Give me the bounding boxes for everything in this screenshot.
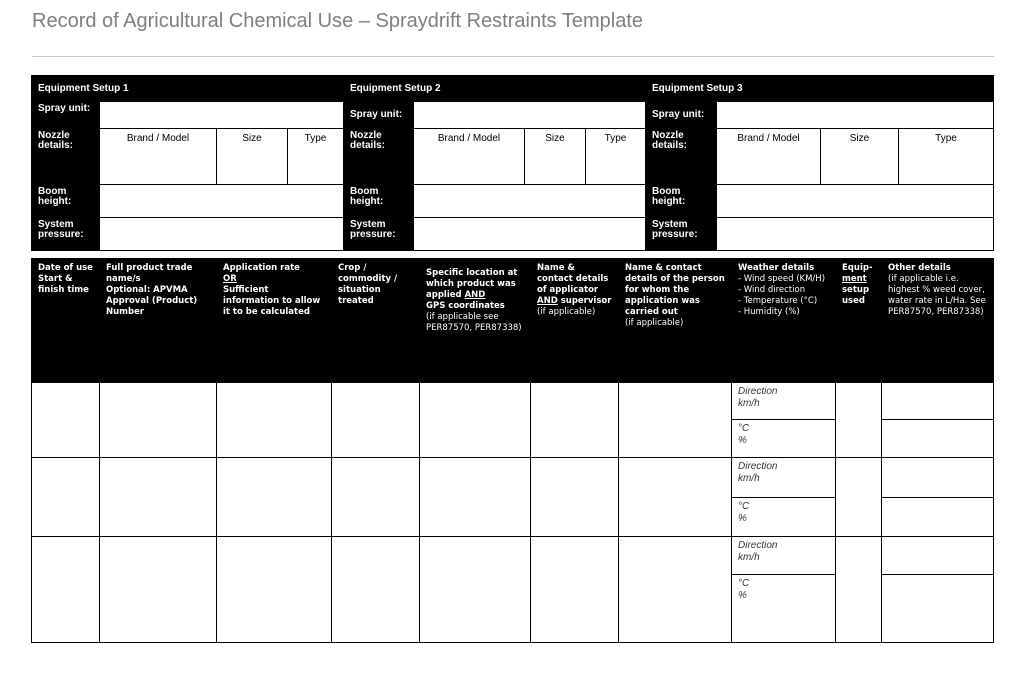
record-3-date[interactable] bbox=[32, 537, 100, 643]
system-pressure-field-1[interactable] bbox=[100, 218, 344, 251]
record-1-crop[interactable] bbox=[332, 383, 420, 458]
system-pressure-label-3: System pressure: bbox=[646, 218, 717, 251]
record-2-weather-temp[interactable]: °C % bbox=[732, 498, 836, 537]
equipment-setup-2-header: Equipment Setup 2 bbox=[344, 76, 646, 102]
boom-height-field-3[interactable] bbox=[717, 185, 994, 218]
system-pressure-label-1: System pressure: bbox=[32, 218, 100, 251]
nozzle-details-label-2: Nozzle details: bbox=[344, 129, 414, 185]
record-3-product[interactable] bbox=[100, 537, 217, 643]
col-header-product: Full product trade name/s Optional: APVMA Approval (Product) Number bbox=[100, 258, 217, 383]
nozzle-type-field-2[interactable]: Type bbox=[586, 129, 646, 185]
record-1-product[interactable] bbox=[100, 383, 217, 458]
record-2-person[interactable] bbox=[619, 458, 732, 537]
record-3-other-top[interactable] bbox=[882, 537, 994, 575]
record-3-other-bottom[interactable] bbox=[882, 575, 994, 643]
equipment-setup-3-header: Equipment Setup 3 bbox=[646, 76, 994, 102]
nozzle-brand-field-3[interactable]: Brand / Model bbox=[717, 129, 821, 185]
record-1-person[interactable] bbox=[619, 383, 732, 458]
record-2-applicator[interactable] bbox=[531, 458, 619, 537]
col-header-weather: Weather details - Wind speed (KM/H) - Wind direction - Temperature (°C) - Humidity (%) bbox=[732, 258, 836, 383]
nozzle-size-field-1[interactable]: Size bbox=[217, 129, 288, 185]
boom-height-label-2: Boom height: bbox=[344, 185, 414, 218]
record-2-rate[interactable] bbox=[217, 458, 332, 537]
record-3-crop[interactable] bbox=[332, 537, 420, 643]
title-divider bbox=[32, 56, 994, 57]
col-header-location: Specific location at which product was applied AND GPS coordinates (if applicable see PER87570, PER87338) bbox=[420, 258, 531, 383]
record-3-equipment-setup[interactable] bbox=[836, 537, 882, 643]
record-1-other-top[interactable] bbox=[882, 383, 994, 420]
record-2-other-top[interactable] bbox=[882, 458, 994, 498]
nozzle-brand-field-2[interactable]: Brand / Model bbox=[414, 129, 525, 185]
equipment-setup-table bbox=[31, 75, 994, 251]
col-header-date: Date of use Start & finish time bbox=[32, 258, 100, 383]
spray-unit-field-2[interactable] bbox=[414, 102, 646, 129]
record-1-rate[interactable] bbox=[217, 383, 332, 458]
col-header-crop: Crop / commodity / situation treated bbox=[332, 258, 420, 383]
record-2-product[interactable] bbox=[100, 458, 217, 537]
col-header-equipment-setup: Equip- ment setup used bbox=[836, 258, 882, 383]
nozzle-details-label-1: Nozzle details: bbox=[32, 129, 100, 185]
record-1-location[interactable] bbox=[420, 383, 531, 458]
record-1-weather-wind[interactable]: Direction km/h bbox=[732, 383, 836, 420]
boom-height-field-2[interactable] bbox=[414, 185, 646, 218]
col-header-person: Name & contact details of the person for whom the application was carried out (if applicable) bbox=[619, 258, 732, 383]
chemical-use-record-table bbox=[31, 258, 994, 643]
record-3-location[interactable] bbox=[420, 537, 531, 643]
record-2-other-bottom[interactable] bbox=[882, 498, 994, 537]
record-3-weather-wind[interactable]: Direction km/h bbox=[732, 537, 836, 575]
record-2-weather-wind[interactable]: Direction km/h bbox=[732, 458, 836, 498]
system-pressure-label-2: System pressure: bbox=[344, 218, 414, 251]
record-1-applicator[interactable] bbox=[531, 383, 619, 458]
system-pressure-field-3[interactable] bbox=[717, 218, 994, 251]
record-3-weather-temp[interactable]: °C % bbox=[732, 575, 836, 643]
nozzle-brand-field-1[interactable]: Brand / Model bbox=[100, 129, 217, 185]
nozzle-type-field-3[interactable]: Type bbox=[899, 129, 994, 185]
boom-height-label-1: Boom height: bbox=[32, 185, 100, 218]
nozzle-details-label-3: Nozzle details: bbox=[646, 129, 717, 185]
col-header-other: Other details (if applicable i.e. highest % weed cover, water rate in L/Ha. See PER87570, PER87338) bbox=[882, 258, 994, 383]
col-header-application-rate: Application rate OR Sufficient information to allow it to be calculated bbox=[217, 258, 332, 383]
spray-unit-label-1: Spray unit: bbox=[32, 102, 100, 129]
record-1-weather-temp[interactable]: °C % bbox=[732, 420, 836, 458]
boom-height-field-1[interactable] bbox=[100, 185, 344, 218]
record-2-crop[interactable] bbox=[332, 458, 420, 537]
record-1-date[interactable] bbox=[32, 383, 100, 458]
nozzle-size-field-3[interactable]: Size bbox=[821, 129, 899, 185]
page-title: Record of Agricultural Chemical Use – Spraydrift Restraints Template bbox=[32, 10, 643, 32]
spray-unit-label-3: Spray unit: bbox=[646, 102, 717, 129]
spray-unit-label-2: Spray unit: bbox=[344, 102, 414, 129]
record-3-person[interactable] bbox=[619, 537, 732, 643]
record-3-applicator[interactable] bbox=[531, 537, 619, 643]
record-1-equipment-setup[interactable] bbox=[836, 383, 882, 458]
record-3-rate[interactable] bbox=[217, 537, 332, 643]
nozzle-type-field-1[interactable]: Type bbox=[288, 129, 344, 185]
record-2-location[interactable] bbox=[420, 458, 531, 537]
spray-unit-field-1[interactable] bbox=[100, 102, 344, 129]
equipment-setup-1-header: Equipment Setup 1 bbox=[32, 76, 344, 102]
record-2-date[interactable] bbox=[32, 458, 100, 537]
nozzle-size-field-2[interactable]: Size bbox=[525, 129, 586, 185]
boom-height-label-3: Boom height: bbox=[646, 185, 717, 218]
record-2-equipment-setup[interactable] bbox=[836, 458, 882, 537]
spray-unit-field-3[interactable] bbox=[717, 102, 994, 129]
record-1-other-bottom[interactable] bbox=[882, 420, 994, 458]
system-pressure-field-2[interactable] bbox=[414, 218, 646, 251]
col-header-applicator: Name & contact details of applicator AND supervisor (if applicable) bbox=[531, 258, 619, 383]
